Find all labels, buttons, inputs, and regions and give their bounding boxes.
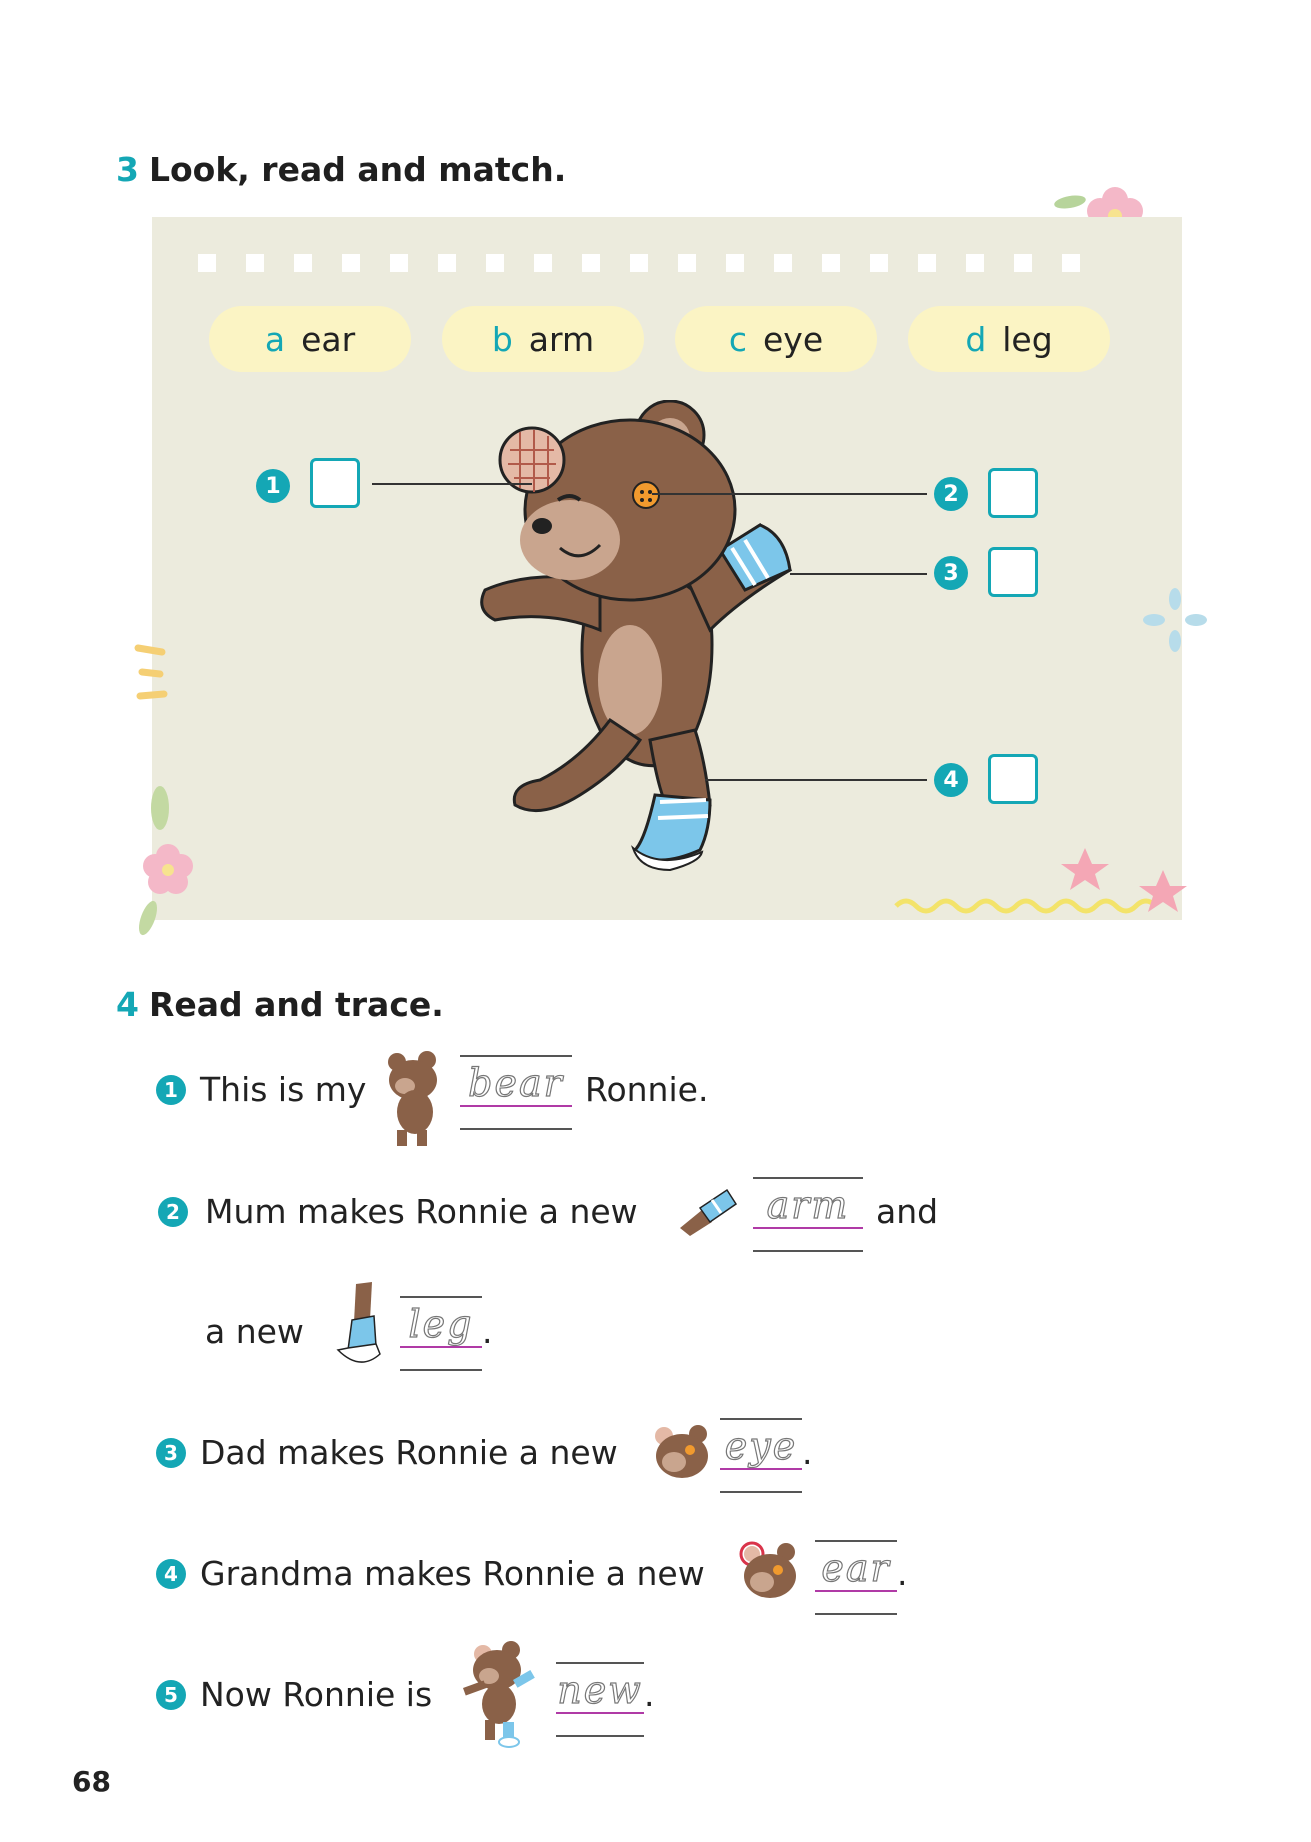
label-4-badge: 4 [934, 763, 968, 797]
strip-square [966, 254, 984, 272]
answer-box-2[interactable] [988, 468, 1038, 518]
exercise-number: 4 [116, 985, 139, 1024]
arm-icon [672, 1180, 742, 1240]
option-c: c eye [675, 306, 877, 372]
sentence-2b-end: . [482, 1312, 493, 1351]
leader-line-2 [652, 493, 927, 495]
bear-face-eye-icon [652, 1422, 712, 1482]
strip-square [870, 254, 888, 272]
strip-square [486, 254, 504, 272]
dash-decoration-icon [130, 630, 190, 710]
sentence-2-text: Mum makes Ronnie a new [205, 1192, 638, 1231]
strip-square [678, 254, 696, 272]
label-3-badge: 3 [934, 556, 968, 590]
teddy-bear-illustration [470, 400, 820, 880]
bear-new-icon [455, 1640, 540, 1750]
answer-box-4[interactable] [988, 754, 1038, 804]
sentence-2-end: and [876, 1192, 939, 1231]
bear-icon [375, 1050, 455, 1150]
strip-square [774, 254, 792, 272]
strip-square [438, 254, 456, 272]
pink-flower-decoration-icon [130, 780, 210, 940]
leader-line-3 [790, 573, 927, 575]
leg-icon [330, 1280, 390, 1375]
exercise-3-heading [116, 150, 566, 189]
sentence-5-end: . [644, 1675, 655, 1714]
strip-square [534, 254, 552, 272]
strip-square [246, 254, 264, 272]
answer-box-3[interactable] [988, 547, 1038, 597]
strip-square [198, 254, 216, 272]
strip-square [342, 254, 360, 272]
exercise-title: Read and trace. [148, 985, 444, 1024]
sentence-4-end: . [897, 1554, 908, 1593]
exercise-title: Look, read and match. [148, 150, 567, 189]
sentence-1-text: This is my [200, 1070, 367, 1109]
sentence-4-badge: 4 [156, 1559, 186, 1589]
leader-line-4 [705, 779, 927, 781]
bear-face-ear-icon [738, 1540, 803, 1605]
sentence-3-badge: 3 [156, 1438, 186, 1468]
strip-square [390, 254, 408, 272]
strip-square [294, 254, 312, 272]
strip-square [726, 254, 744, 272]
trace-word-arm[interactable]: arm [753, 1177, 863, 1252]
trace-word-ear[interactable]: ear [815, 1540, 897, 1615]
strip-square [1062, 254, 1080, 272]
exercise-4-heading [116, 985, 444, 1024]
strip-square [1014, 254, 1032, 272]
option-b: b arm [442, 306, 644, 372]
option-d: d leg [908, 306, 1110, 372]
label-2-badge: 2 [934, 477, 968, 511]
sentence-2b-text: a new [205, 1312, 304, 1351]
trace-word-eye[interactable]: eye [720, 1418, 802, 1493]
sentence-5-text: Now Ronnie is [200, 1675, 433, 1714]
answer-box-1[interactable] [310, 458, 360, 508]
sentence-4-text: Grandma makes Ronnie a new [200, 1554, 705, 1593]
sentence-3-text: Dad makes Ronnie a new [200, 1433, 618, 1472]
strip-square [822, 254, 840, 272]
trace-word-new[interactable]: new [556, 1662, 644, 1737]
sentence-2-badge: 2 [158, 1197, 188, 1227]
trace-word-leg[interactable]: leg [400, 1296, 482, 1371]
blue-flower-decoration-icon [1140, 585, 1210, 655]
option-a: a ear [209, 306, 411, 372]
page-number: 68 [72, 1765, 111, 1798]
strip-square [918, 254, 936, 272]
sentence-5-badge: 5 [156, 1680, 186, 1710]
sentence-1-badge: 1 [156, 1075, 186, 1105]
leader-line-1 [372, 483, 532, 485]
strip-square [582, 254, 600, 272]
label-1-badge: 1 [256, 469, 290, 503]
strip-square [630, 254, 648, 272]
exercise-number: 3 [116, 150, 139, 189]
sentence-1-end: Ronnie. [585, 1070, 709, 1109]
wave-star-decoration-icon [890, 840, 1190, 930]
trace-word-bear[interactable]: bear [460, 1055, 572, 1130]
sentence-3-end: . [802, 1433, 813, 1472]
